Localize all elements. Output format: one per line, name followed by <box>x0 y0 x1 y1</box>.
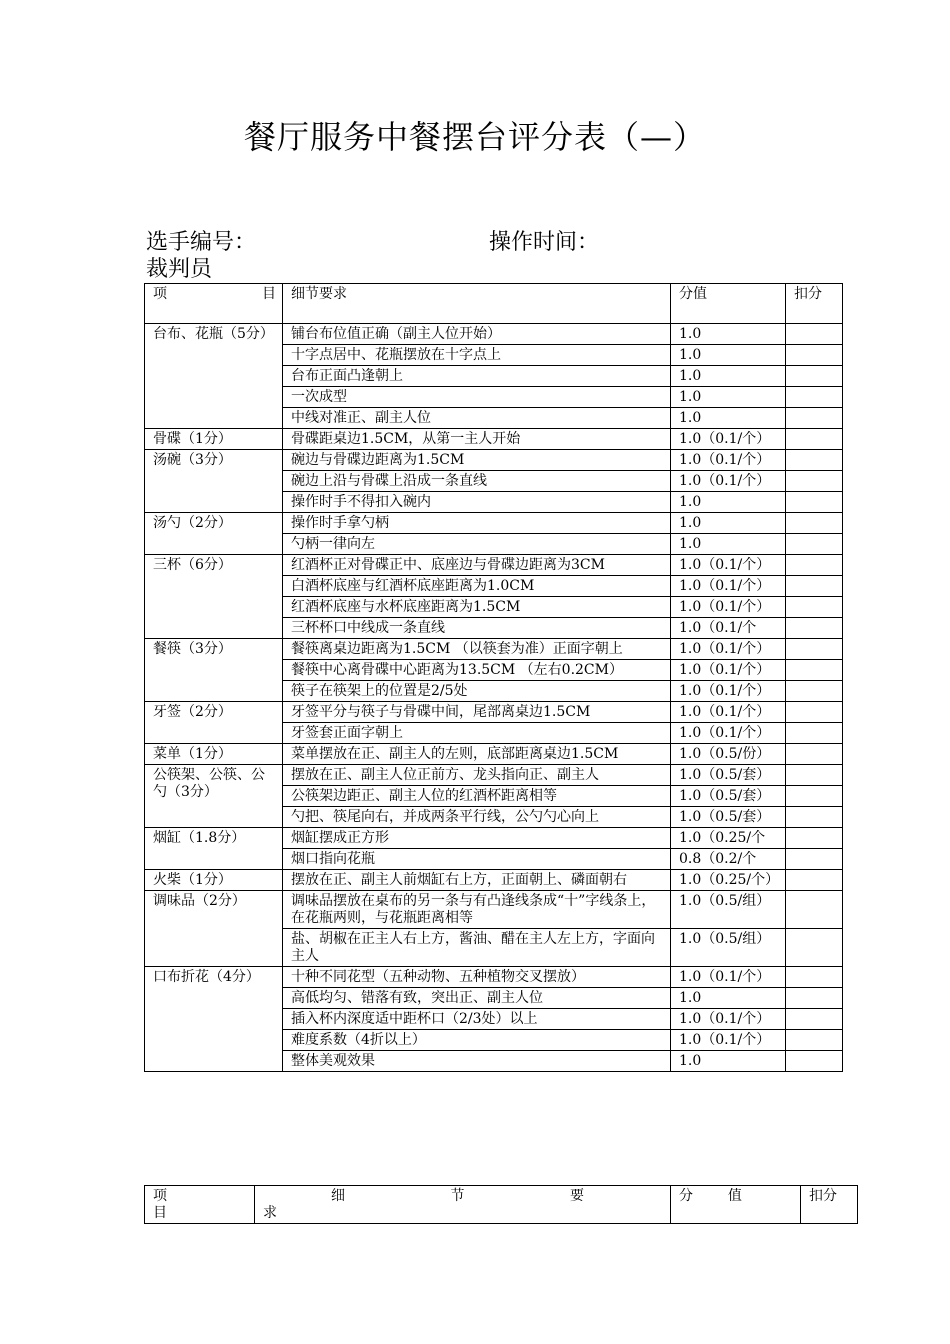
deduct-cell[interactable] <box>786 1051 843 1072</box>
deduct-cell[interactable] <box>786 555 843 576</box>
judge-label: 裁判员 <box>146 257 213 282</box>
category-cell: 骨碟（1分） <box>145 429 283 450</box>
footer-item-char-1: 项 <box>153 1188 167 1204</box>
deduct-cell[interactable] <box>786 513 843 534</box>
score-cell: 1.0（0.1/个） <box>671 681 786 702</box>
deduct-cell[interactable] <box>786 849 843 870</box>
header-deduct: 扣分 <box>786 284 843 324</box>
deduct-cell[interactable] <box>786 723 843 744</box>
footer-header-detail <box>255 1186 671 1224</box>
detail-cell: 骨碟距桌边1.5CM，从第一主人开始 <box>283 429 671 450</box>
deduct-cell[interactable] <box>786 870 843 891</box>
detail-cell: 勺柄一律向左 <box>283 534 671 555</box>
table-row <box>145 639 843 660</box>
score-cell: 1.0 <box>671 387 786 408</box>
detail-cell: 红酒杯正对骨碟正中、底座边与骨碟边距离为3CM <box>283 555 671 576</box>
score-cell: 1.0 <box>671 988 786 1009</box>
score-cell: 1.0（0.1/个） <box>671 639 786 660</box>
score-cell: 0.8（0.2/个 <box>671 849 786 870</box>
deduct-cell[interactable] <box>786 891 843 929</box>
detail-cell: 十字点居中、花瓶摆放在十字点上 <box>283 345 671 366</box>
detail-cell: 一次成型 <box>283 387 671 408</box>
deduct-cell[interactable] <box>786 765 843 786</box>
detail-cell: 碗边与骨碟边距离为1.5CM <box>283 450 671 471</box>
detail-cell: 红酒杯底座与水杯底座距离为1.5CM <box>283 597 671 618</box>
footer-detail-char-2: 节 <box>450 1188 465 1204</box>
score-cell: 1.0（0.1/个） <box>671 429 786 450</box>
category-cell: 公筷架、公筷、公勺（3分） <box>145 765 283 828</box>
detail-cell: 难度系数（4折以上） <box>283 1030 671 1051</box>
deduct-cell[interactable] <box>786 1009 843 1030</box>
header-detail: 细节要求 <box>283 284 671 324</box>
deduct-cell[interactable] <box>786 324 843 345</box>
contestant-number-label: 选手编号： <box>146 230 257 255</box>
footer-header-deduct: 扣分 <box>801 1186 858 1224</box>
footer-score-char-1: 分 <box>679 1188 693 1204</box>
deduct-cell[interactable] <box>786 618 843 639</box>
detail-cell: 菜单摆放在正、副主人的左则，底部距离桌边1.5CM <box>283 744 671 765</box>
category-cell: 餐筷（3分） <box>145 639 283 702</box>
score-cell: 1.0（0.1/个） <box>671 576 786 597</box>
detail-cell: 台布正面凸逢朝上 <box>283 366 671 387</box>
detail-cell: 整体美观效果 <box>283 1051 671 1072</box>
score-cell: 1.0（0.1/个） <box>671 1009 786 1030</box>
detail-cell: 筷子在筷架上的位置是2/5处 <box>283 681 671 702</box>
footer-header-item <box>145 1186 255 1224</box>
deduct-cell[interactable] <box>786 429 843 450</box>
detail-cell: 烟口指向花瓶 <box>283 849 671 870</box>
score-cell: 1.0 <box>671 324 786 345</box>
detail-cell: 高低均匀、错落有致，突出正、副主人位 <box>283 988 671 1009</box>
deduct-cell[interactable] <box>786 450 843 471</box>
detail-cell: 插入杯内深度适中距杯口（2/3处）以上 <box>283 1009 671 1030</box>
deduct-cell[interactable] <box>786 366 843 387</box>
category-cell: 调味品（2分） <box>145 891 283 967</box>
header-score: 分值 <box>671 284 786 324</box>
score-cell: 1.0 <box>671 513 786 534</box>
footer-score-char-2: 值 <box>727 1188 742 1204</box>
deduct-cell[interactable] <box>786 1030 843 1051</box>
table-header-row <box>145 284 843 324</box>
deduct-cell[interactable] <box>786 681 843 702</box>
score-cell: 1.0（0.25/个 <box>671 828 786 849</box>
deduct-cell[interactable] <box>786 534 843 555</box>
score-cell: 1.0（0.1/个） <box>671 702 786 723</box>
score-cell: 1.0（0.1/个） <box>671 660 786 681</box>
detail-cell: 摆放在正、副主人前烟缸右上方，正面朝上、磷面朝右 <box>283 870 671 891</box>
page-title: 餐厅服务中餐摆台评分表（—） <box>243 118 706 156</box>
table-row <box>145 828 843 849</box>
detail-cell: 三杯杯口中线成一条直线 <box>283 618 671 639</box>
deduct-cell[interactable] <box>786 988 843 1009</box>
deduct-cell[interactable] <box>786 639 843 660</box>
score-cell: 1.0（0.5/份） <box>671 744 786 765</box>
table-row <box>145 450 843 471</box>
category-cell: 汤碗（3分） <box>145 450 283 513</box>
table-row <box>145 744 843 765</box>
table-header-row <box>145 1186 858 1224</box>
category-cell: 口布折花（4分） <box>145 967 283 1072</box>
deduct-cell[interactable] <box>786 660 843 681</box>
category-cell: 牙签（2分） <box>145 702 283 744</box>
deduct-cell[interactable] <box>786 807 843 828</box>
footer-item-char-2: 目 <box>153 1205 167 1221</box>
scoring-table-body <box>145 284 843 1072</box>
score-cell: 1.0（0.1/个） <box>671 597 786 618</box>
detail-cell: 牙签平分与筷子与骨碟中间，尾部离桌边1.5CM <box>283 702 671 723</box>
score-cell: 1.0（0.5/套） <box>671 807 786 828</box>
score-cell: 1.0（0.1/个） <box>671 450 786 471</box>
category-cell: 台布、花瓶（5分） <box>145 324 283 429</box>
table-row <box>145 765 843 786</box>
category-cell: 三杯（6分） <box>145 555 283 639</box>
score-cell: 1.0（0.1/个 <box>671 618 786 639</box>
deduct-cell[interactable] <box>786 967 843 988</box>
score-cell: 1.0（0.1/个） <box>671 723 786 744</box>
category-cell: 汤勺（2分） <box>145 513 283 555</box>
score-cell: 1.0（0.5/组） <box>671 891 786 929</box>
deduct-cell[interactable] <box>786 597 843 618</box>
score-cell: 1.0 <box>671 1051 786 1072</box>
deduct-cell[interactable] <box>786 786 843 807</box>
category-cell: 火柴（1分） <box>145 870 283 891</box>
detail-cell: 铺台布位值正确（副主人位开始） <box>283 324 671 345</box>
header-item <box>145 284 283 324</box>
detail-cell: 盐、胡椒在正主人右上方，酱油、醋在主人左上方，字面向主人 <box>283 929 671 967</box>
score-cell: 1.0（0.5/套） <box>671 786 786 807</box>
score-cell: 1.0 <box>671 366 786 387</box>
detail-cell: 牙签套正面字朝上 <box>283 723 671 744</box>
detail-cell: 勺把、筷尾向右，并成两条平行线，公勺勺心向上 <box>283 807 671 828</box>
table-row <box>145 967 843 988</box>
deduct-cell[interactable] <box>786 576 843 597</box>
footer-header-score <box>671 1186 801 1224</box>
detail-cell: 公筷架边距正、副主人位的红酒杯距离相等 <box>283 786 671 807</box>
footer-detail-char-3: 要 <box>570 1188 584 1204</box>
detail-cell: 中线对准正、副主人位 <box>283 408 671 429</box>
score-cell: 1.0 <box>671 345 786 366</box>
category-cell: 菜单（1分） <box>145 744 283 765</box>
table-row <box>145 513 843 534</box>
score-cell: 1.0（0.1/个） <box>671 471 786 492</box>
deduct-cell[interactable] <box>786 471 843 492</box>
table-row <box>145 891 843 929</box>
header-item-char-2: 目 <box>262 286 276 302</box>
detail-cell: 十种不同花型（五种动物、五种植物交叉摆放） <box>283 967 671 988</box>
score-cell: 1.0（0.1/个） <box>671 1030 786 1051</box>
header-item-char-1: 项 <box>153 286 167 302</box>
detail-cell: 碗边上沿与骨碟上沿成一条直线 <box>283 471 671 492</box>
detail-cell: 调味品摆放在桌布的另一条与有凸逢线条成“十”字线条上，在花瓶两则，与花瓶距离相等 <box>283 891 671 929</box>
scoring-table <box>144 283 843 1072</box>
deduct-cell[interactable] <box>786 345 843 366</box>
table-row <box>145 555 843 576</box>
score-cell: 1.0（0.5/套） <box>671 765 786 786</box>
detail-cell: 餐筷中心离骨碟中心距离为13.5CM （左右0.2CM） <box>283 660 671 681</box>
deduct-cell[interactable] <box>786 744 843 765</box>
detail-cell: 餐筷离桌边距离为1.5CM （以筷套为准）正面字朝上 <box>283 639 671 660</box>
category-cell: 烟缸（1.8分） <box>145 828 283 870</box>
deduct-cell[interactable] <box>786 408 843 429</box>
table-row <box>145 429 843 450</box>
score-cell: 1.0（0.5/组） <box>671 929 786 967</box>
operation-time-label: 操作时间： <box>489 230 600 255</box>
detail-cell: 烟缸摆成正方形 <box>283 828 671 849</box>
detail-cell: 操作时手拿勺柄 <box>283 513 671 534</box>
score-cell: 1.0（0.1/个） <box>671 555 786 576</box>
score-cell: 1.0（0.1/个） <box>671 967 786 988</box>
second-table-header <box>144 1185 858 1224</box>
deduct-cell[interactable] <box>786 387 843 408</box>
deduct-cell[interactable] <box>786 702 843 723</box>
detail-cell: 操作时手不得扣入碗内 <box>283 492 671 513</box>
detail-cell: 白酒杯底座与红酒杯底座距离为1.0CM <box>283 576 671 597</box>
deduct-cell[interactable] <box>786 492 843 513</box>
deduct-cell[interactable] <box>786 828 843 849</box>
score-cell: 1.0（0.25/个） <box>671 870 786 891</box>
table-row <box>145 702 843 723</box>
score-cell: 1.0 <box>671 534 786 555</box>
footer-detail-char-1: 细 <box>331 1188 345 1204</box>
score-cell: 1.0 <box>671 492 786 513</box>
table-row <box>145 870 843 891</box>
score-cell: 1.0 <box>671 408 786 429</box>
detail-cell: 摆放在正、副主人位正前方、龙头指向正、副主人 <box>283 765 671 786</box>
table-row <box>145 324 843 345</box>
footer-detail-char-4: 求 <box>263 1205 277 1221</box>
deduct-cell[interactable] <box>786 929 843 967</box>
